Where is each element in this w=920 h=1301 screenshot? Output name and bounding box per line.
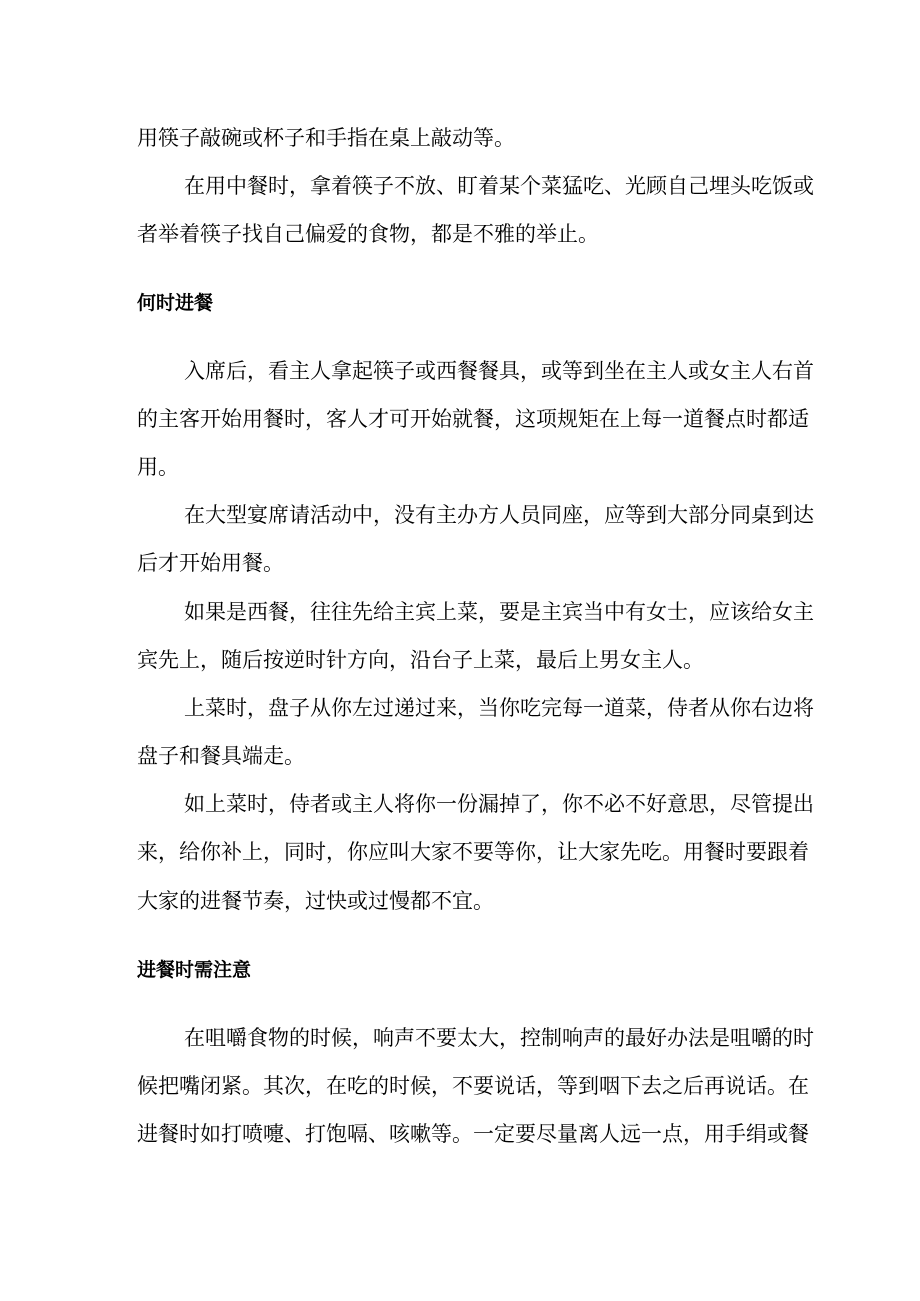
paragraph-line: 如上菜时，侍者或主人将你一份漏掉了，你不必不好意思，尽管提出 xyxy=(184,792,814,816)
section-heading-dining-notes: 进餐时需注意 xyxy=(137,959,252,981)
paragraph-line: 者举着筷子找自己偏爱的食物，都是不雅的举止。 xyxy=(137,222,599,246)
paragraph-line: 如果是西餐，往往先给主宾上菜，要是主宾当中有女士，应该给女主 xyxy=(184,600,814,624)
paragraph-line: 在咀嚼食物的时候，响声不要太大，控制响声的最好办法是咀嚼的时 xyxy=(184,1026,814,1050)
paragraph-line: 上菜时，盘子从你左过递过来，当你吃完每一道菜，侍者从你右边将 xyxy=(184,696,814,720)
paragraph-line: 宾先上，随后按逆时针方向，沿台子上菜，最后上男女主人。 xyxy=(137,648,704,672)
paragraph-line: 的主客开始用餐时，客人才可开始就餐，这项规矩在上每一道餐点时都适 xyxy=(137,407,809,431)
paragraph-line: 大家的进餐节奏，过快或过慢都不宜。 xyxy=(137,889,494,913)
paragraph-line: 来，给你补上，同时，你应叫大家不要等你，让大家先吃。用餐时要跟着 xyxy=(137,840,809,864)
paragraph-line: 入席后，看主人拿起筷子或西餐餐具，或等到坐在主人或女主人右首 xyxy=(184,359,814,383)
section-heading-when-to-eat: 何时进餐 xyxy=(137,292,214,314)
paragraph-line: 候把嘴闭紧。其次，在吃的时候，不要说话，等到咽下去之后再说话。在 xyxy=(137,1074,809,1098)
paragraph-line: 盘子和餐具端走。 xyxy=(137,744,305,768)
paragraph-line: 后才开始用餐。 xyxy=(137,551,284,575)
paragraph-line: 用筷子敲碗或杯子和手指在桌上敲动等。 xyxy=(137,126,515,150)
paragraph-line: 在用中餐时，拿着筷子不放、盯着某个菜猛吃、光顾自己埋头吃饭或 xyxy=(184,174,814,198)
paragraph-line: 进餐时如打喷嚏、打饱嗝、咳嗽等。一定要尽量离人远一点，用手绢或餐 xyxy=(137,1122,809,1146)
paragraph-line: 用。 xyxy=(137,455,179,479)
paragraph-line: 在大型宴席请活动中，没有主办方人员同座，应等到大部分同桌到达 xyxy=(184,503,814,527)
